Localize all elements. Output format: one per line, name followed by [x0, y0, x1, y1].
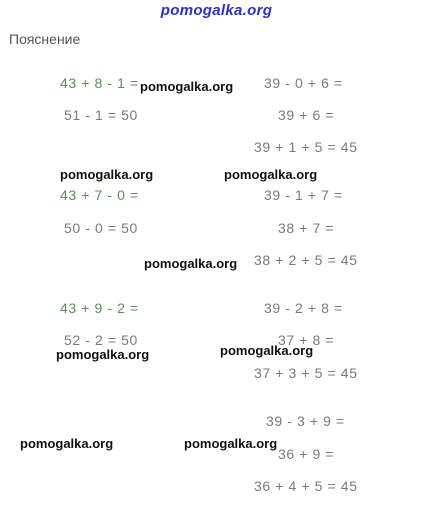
left-expression-3: 43 + 9 - 2 =: [60, 300, 139, 316]
explanation-heading: Пояснение: [9, 31, 81, 47]
left-expression-2: 43 + 7 - 0 =: [60, 187, 139, 203]
right-expression-2: 39 - 1 + 7 =: [264, 187, 343, 203]
right-expression-1: 39 - 0 + 6 =: [264, 75, 343, 91]
watermark: pomogalka.org: [56, 347, 150, 362]
right-result-2: 38 + 2 + 5 = 45: [254, 252, 358, 268]
right-result-1: 39 + 1 + 5 = 45: [254, 139, 358, 155]
right-step-4: 36 + 9 =: [278, 446, 335, 462]
left-expression-1: 43 + 8 - 1 =: [60, 75, 139, 91]
watermark: pomogalka.org: [60, 167, 154, 182]
site-logo: pomogalka.org: [160, 2, 273, 19]
right-step-1: 39 + 6 =: [278, 107, 335, 123]
watermark: pomogalka.org: [224, 167, 318, 182]
right-result-4: 36 + 4 + 5 = 45: [254, 478, 358, 494]
watermark: pomogalka.org: [220, 343, 314, 358]
left-result-1: 51 - 1 = 50: [64, 107, 138, 123]
right-expression-3: 39 - 2 + 8 =: [264, 300, 343, 316]
right-step-3: 37 + 8 =: [278, 332, 335, 348]
left-result-2: 50 - 0 = 50: [64, 220, 138, 236]
watermark: pomogalka.org: [184, 436, 278, 451]
left-result-3: 52 - 2 = 50: [64, 332, 138, 348]
watermark: pomogalka.org: [140, 79, 234, 94]
watermark: pomogalka.org: [20, 436, 114, 451]
right-step-2: 38 + 7 =: [278, 220, 335, 236]
right-result-3: 37 + 3 + 5 = 45: [254, 365, 358, 381]
right-expression-4: 39 - 3 + 9 =: [266, 413, 345, 429]
watermark: pomogalka.org: [144, 256, 238, 271]
